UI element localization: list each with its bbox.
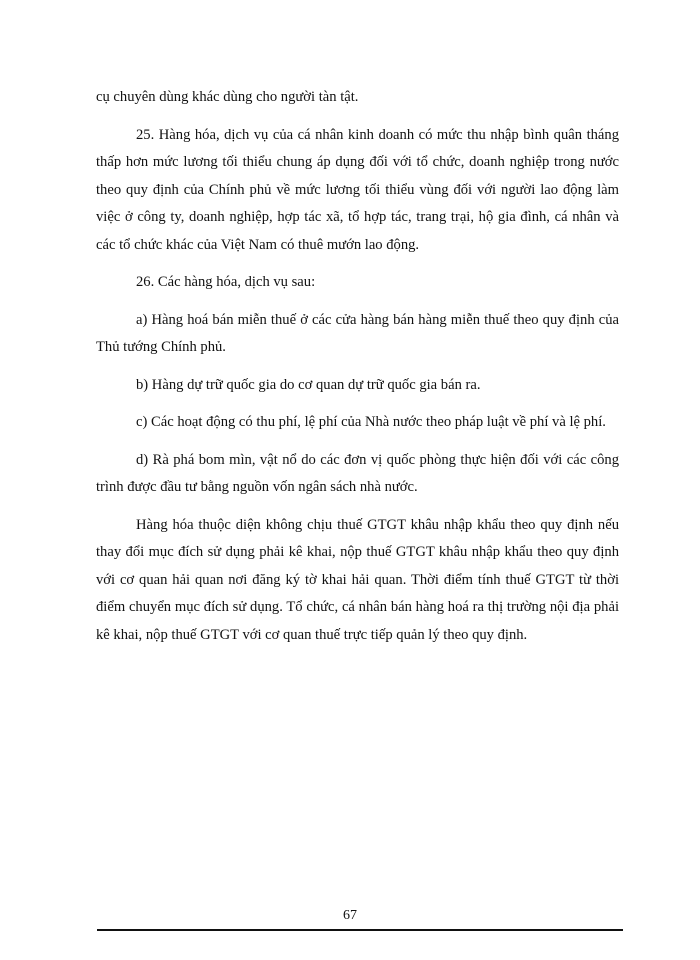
paragraph-item-26d: d) Rà phá bom mìn, vật nổ do các đơn vị quốc phòng thực hiện đối với các công trình được đầu tư bằng nguồn vốn ngân sách nhà nước. <box>96 451 619 495</box>
paragraph-item-26: 26. Các hàng hóa, dịch vụ sau: <box>136 274 316 290</box>
paragraph-item-26b: b) Hàng dự trữ quốc gia do cơ quan dự trữ quốc gia bán ra. <box>136 376 481 393</box>
paragraph-item-26a: a) Hàng hoá bán miễn thuế ở các cửa hàng bán hàng miễn thuế theo quy định của Thủ tướng Chính phủ. <box>96 311 619 355</box>
page-number: 67 <box>343 908 357 923</box>
document-body <box>96 84 619 659</box>
paragraph-import-note: Hàng hóa thuộc diện không chịu thuế GTGT khâu nhập khẩu theo quy định nếu thay đổi mục đích sử dụng phải kê khai, nộp thuế GTGT khâu nhập khẩu theo quy định với cơ quan hải quan nơi đăng ký tờ khai hải quan. Thời điểm tính thuế GTGT từ thời điểm chuyển mục đích sử dụng. Tổ chức, cá nhân bán hàng hoá ra thị trường nội địa phải kê khai, nộp thuế GTGT với cơ quan thuế trực tiếp quản lý theo quy định. <box>96 516 619 643</box>
footer-rule <box>97 929 623 931</box>
paragraph-item-26c: c) Các hoạt động có thu phí, lệ phí của Nhà nước theo pháp luật về phí và lệ phí. <box>136 414 606 430</box>
paragraph-item-25: 25. Hàng hóa, dịch vụ của cá nhân kinh doanh có mức thu nhập bình quân tháng thấp hơn mức lương tối thiểu chung áp dụng đối với tổ chức, doanh nghiệp trong nước theo quy định của Chính phủ về mức lương tối thiểu vùng đối với người lao động làm việc ở công ty, doanh nghiệp, hợp tác xã, tổ hợp tác, trang trại, hộ gia đình, cá nhân và các tổ chức khác của Việt Nam có thuê mướn lao động. <box>96 126 619 253</box>
paragraph-continuation: cụ chuyên dùng khác dùng cho người tàn tật. <box>96 89 359 105</box>
